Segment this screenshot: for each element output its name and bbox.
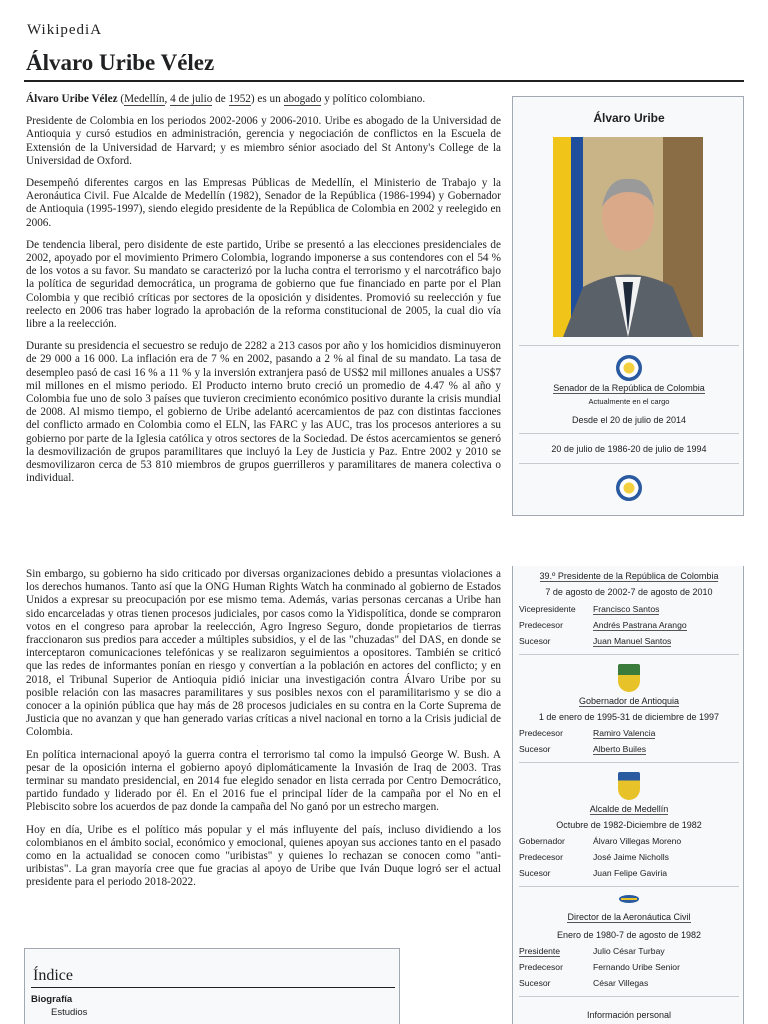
infobox-row	[519, 604, 741, 614]
paragraph-3: Desempeñó diferentes cargos en las Empresas Públicas de Medellín, el Ministerio de Trabajo y la Aeronáutica Civil. Fue Alcalde de Medellín (1982), Senador de la República (1986-1994) y Gobernador de Antioquia (1995-1997), siendo elegido presidente de la República de Colombia en 2002 y reelegido en 2006.	[26, 177, 501, 229]
row-key-link[interactable]: Presidente	[519, 946, 561, 956]
infobox-row	[519, 946, 741, 956]
page-title: Álvaro Uribe Vélez	[26, 50, 215, 75]
row-value-link[interactable]: Alberto Builes	[593, 744, 647, 754]
office-president-dates: 7 de agosto de 2002-7 de agosto de 2010	[545, 587, 713, 597]
paragraph-2: Presidente de Colombia en los periodos 2002-2006 y 2006-2010. Uribe es abogado de la Universidad de Antioquia y cursó estudios en administración, gerencia y negociación de conflictos en la Escuela de Extensión de la Universidad de Harvard; y es miembro sénior asociado del St Antony's College de la Universidad de Oxford.	[26, 115, 501, 167]
office-since: Desde el 20 de julio de 2014	[571, 415, 687, 425]
infobox-row	[519, 978, 741, 988]
colombia-seal-icon	[616, 355, 642, 381]
row-key: Vicepresidente	[519, 604, 576, 614]
row-value-link[interactable]: Juan Manuel Santos	[593, 636, 672, 646]
office-mayor-dates: Octubre de 1982-Diciembre de 1982	[556, 820, 702, 830]
infobox-row	[519, 728, 741, 738]
office-aeronautica-link[interactable]: Director de la Aeronáutica Civil	[567, 912, 691, 922]
separator	[519, 463, 739, 464]
office-governor[interactable]	[513, 696, 745, 706]
text: de	[212, 93, 229, 105]
infobox-row	[519, 744, 741, 754]
paragraph-5: Durante su presidencia el secuestro se redujo de 2282 a 213 casos por año y los homicidios disminuyeron de 29 000 a 16 000. La inflación era de 7 % en 2002, pasando a 2 % al final de su mandato. La tasa de desempleo pasó de casi 16 % a 11 % y la inversión extranjera pasó de US$2 mil millones anuales a US$7 mil millones en el mismo periodo. El Producto interno bruto creció un promedio de 4.47 % al año y Colombia fue uno de solo 3 países que tuvieron crecimiento económico positivo durante la crisis mundial de 2008. Al mismo tiempo, el gobierno de Uribe adelantó acercamientos de paz con distintas facciones del conflicto armado en Colombia como el ELN, las FARC y las AUC, tras los procesos anteriores a su gobierno por parte de la Iglesia católica y otros sectores de la Sociedad. De éstos acercamientos se generó la desmovilización de grupos paramilitares que incluyó la Ley de Justicia y Paz. Entre 2002 y 2010 se desmovilizaron cerca de 53 810 miembros de grupos guerrilleros y paramilitares de manera colectiva o individual.	[26, 340, 501, 485]
table-of-contents	[24, 948, 400, 1024]
row-value: Julio César Turbay	[593, 946, 665, 956]
row-value-link[interactable]: Andrés Pastrana Arango	[593, 620, 687, 630]
paragraph-8: Hoy en día, Uribe es el político más popular y el más influyente del país, incluso dividiendo a los colombianos en el ámbito social, económico y emocional, quienes apoyan sus acciones tanto en el pasado como en la actualidad se conocen como "uribistas" y quienes lo rechazan se conocen como "anti-uribistas". La gran mayoría cree que fue gracias al apoyo de Uribe que Iván Duque logró ser el actual presidente para el periodo 2018-2022.	[26, 823, 501, 889]
article-body-top	[26, 93, 501, 494]
text: ) es un	[250, 93, 284, 105]
link-year[interactable]: 1952	[228, 93, 251, 105]
paragraph-7: En política internacional apoyó la guerra contra el terrorismo tal como la impulsó George W. Bush. A pesar de la oposición interna el gobierno apoyó diplomáticamente la Invasión de Iraq de 2003. Tras terminar su mandato presidencial, en 2014 fue elegido senador en lista cerrada por Centro Democrático, partido fundado y liderado por él. En el 2016 fue el principal líder de la campaña por el No en el Plebiscito sobre los acuerdos de paz donde la campaña del No ganó por un estrecho margen.	[26, 748, 501, 814]
intro-paragraph	[26, 93, 501, 106]
bold-name: Álvaro Uribe Vélez	[26, 93, 118, 105]
row-value: José Jaime Nicholls	[593, 852, 669, 862]
infobox-row	[519, 836, 741, 846]
paragraph-4: De tendencia liberal, pero disidente de este partido, Uribe se presentó a las elecciones presidenciales de 2002, apoyado por el movimiento Primero Colombia, logrando imponerse a sus contendores con el 54 % de los votos a su favor. Su mandato se caracterizó por la lucha contra el terrorismo y el narcotráfico bajo la política de seguridad democrática, un programa de gobierno que fue financiado en parte por el Plan Colombia y que recibió críticas por sectores de la oposición y disidentes. Promovió su reelección y fue reelecto en 2006 tras haber logrado la aprobación de la reforma constitucional de 2005, la cual dio vía libre a la reelección.	[26, 238, 501, 331]
office-mayor[interactable]	[513, 804, 745, 814]
medellin-shield-icon	[618, 772, 640, 800]
article-body-bottom	[26, 568, 501, 899]
infobox-row	[519, 962, 741, 972]
toc-item-biografia[interactable]: Biografía	[31, 994, 73, 1005]
row-key: Predecesor	[519, 852, 563, 862]
infobox-row	[519, 636, 741, 646]
aeronautica-logo-icon	[617, 892, 641, 906]
row-value-link[interactable]: Ramiro Valencia	[593, 728, 656, 738]
row-value: Fernando Uribe Senior	[593, 962, 680, 972]
portrait-photo[interactable]	[553, 137, 703, 337]
personal-info-header: Información personal	[586, 1010, 672, 1020]
infobox-row	[519, 852, 741, 862]
office-aeronautica[interactable]	[513, 912, 745, 922]
separator	[519, 762, 739, 763]
text: y político colombiano.	[321, 93, 426, 105]
row-key: Gobernador	[519, 836, 565, 846]
infobox-bottom	[512, 566, 744, 1024]
row-key: Predecesor	[519, 620, 563, 630]
row-value: César Villegas	[593, 978, 649, 988]
row-value-link[interactable]: Francisco Santos	[593, 604, 660, 614]
antioquia-shield-icon	[618, 664, 640, 692]
link-medellin[interactable]: Medellín	[124, 93, 165, 105]
infobox-row	[519, 620, 741, 630]
office-aeronautica-dates: Enero de 1980-7 de agosto de 1982	[556, 930, 702, 940]
separator	[519, 654, 739, 655]
office-senator-link[interactable]: Senador de la República de Colombia	[553, 383, 705, 393]
infobox-name: Álvaro Uribe	[593, 111, 665, 125]
row-key: Sucesor	[519, 636, 551, 646]
text: ,	[164, 93, 171, 105]
colombia-seal-icon	[616, 475, 642, 501]
link-abogado[interactable]: abogado	[283, 93, 322, 105]
paragraph-6: Sin embargo, su gobierno ha sido criticado por diversas organizaciones debido a presuntas violaciones a los derechos humanos. Tanto así que la ONG Human Rights Watch ha conminado al gobierno de Estados Unidos a expresar su preocupación por ese mismo tema. Además, varias personas cercanas a Uribe han sido encarceladas y otras tienen procesos judiciales, por casos como la Yidispolítica, donde se compraron votos en el congreso para aprobar la reelección, Agro Ingreso Seguro, donde propietarios de tierras fraccionaron sus predios para acceder a múltiples subsidios, y el de las "chuzadas" del DAS, en donde se interceptaron comunicaciones telefónicas y se realizaron seguimientos a opositores. También se criticó que las redes de informantes ponían en riesgo y convertían a la población en actores del conflicto; y en 2018, el Tribunal Superior de Antioquia pidió iniciar una investigación contra Álvaro Uribe por su posible relación con las masacres paramilitares y sus posibles nexos con el paramilitarismo y se dio a conocer a la opinión pública que hay más de 28 procesos judiciales en su contra en la Corte Suprema de Justicia que no avanzan y que han generado varias críticas a nivel nacional en torno a la Crisis judicial de Colombia.	[26, 568, 501, 739]
text: (	[117, 93, 125, 105]
toc-title: Índice	[33, 967, 73, 984]
office-status: Actualmente en el cargo	[588, 397, 670, 406]
infobox-row	[519, 868, 741, 878]
row-key: Predecesor	[519, 728, 563, 738]
office-president-link[interactable]: 39.º Presidente de la República de Colombia	[539, 571, 719, 581]
link-date[interactable]: 4 de julio	[170, 93, 213, 105]
office-senator-term: 20 de julio de 1986-20 de julio de 1994	[551, 444, 707, 454]
office-governor-link[interactable]: Gobernador de Antioquia	[578, 696, 680, 706]
wikipedia-logo[interactable]: WikipediA	[27, 22, 103, 38]
infobox-top	[512, 96, 744, 516]
separator	[519, 345, 739, 346]
row-key: Sucesor	[519, 744, 551, 754]
row-value: Álvaro Villegas Moreno	[593, 836, 682, 846]
row-value: Juan Felipe Gaviria	[593, 868, 668, 878]
title-divider	[24, 80, 744, 82]
office-governor-dates: 1 de enero de 1995-31 de diciembre de 1997	[538, 712, 720, 722]
separator	[519, 886, 739, 887]
separator	[519, 433, 739, 434]
office-senator[interactable]	[513, 383, 745, 393]
office-mayor-link[interactable]: Alcalde de Medellín	[589, 804, 669, 814]
row-key: Sucesor	[519, 868, 551, 878]
toc-item-estudios[interactable]: Estudios	[51, 1007, 88, 1018]
office-president[interactable]	[513, 571, 745, 581]
row-key: Predecesor	[519, 962, 563, 972]
toc-divider	[31, 987, 395, 988]
separator	[519, 996, 739, 997]
row-key: Sucesor	[519, 978, 551, 988]
